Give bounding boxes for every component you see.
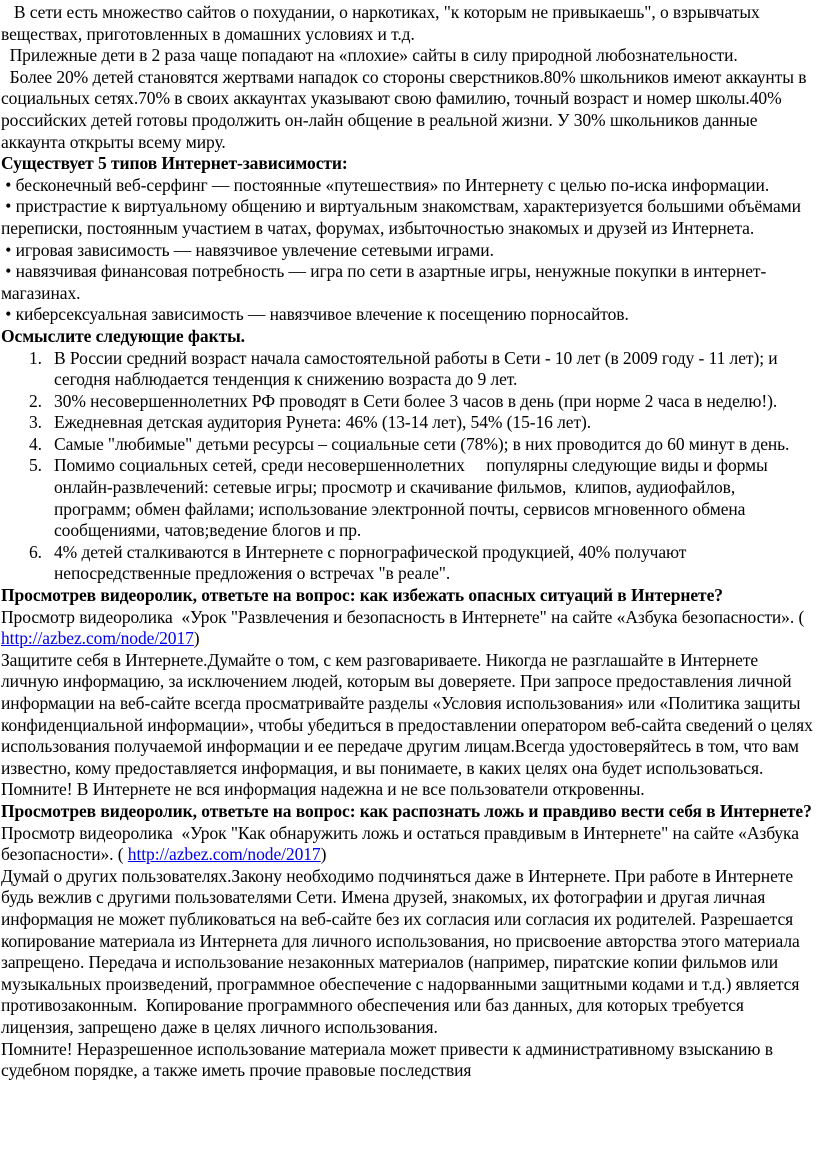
fact-item	[1, 412, 813, 434]
video1-intro	[1, 607, 813, 650]
fact-item	[1, 391, 813, 413]
fact-item	[1, 542, 813, 585]
addiction-item: • игровая зависимость — навязчивое увлечение сетевыми играми.	[1, 239, 494, 260]
video1-close-paren: )	[193, 628, 200, 649]
addiction-list	[1, 175, 813, 326]
video1-remember: Помните! В Интернете не вся информация надежна и не все пользователи откровенны.	[1, 779, 645, 800]
fact-item	[1, 455, 813, 541]
addiction-item: • киберсексуальная зависимость — навязчивое влечение к посещению порносайтов.	[1, 304, 629, 325]
fact-item	[1, 434, 813, 456]
video1-question: Просмотрев видеоролик, ответьте на вопрос: как избежать опасных ситуаций в Интернете?	[1, 585, 723, 606]
fact-number: 1.	[29, 347, 42, 368]
video2-intro-text: Просмотр видеоролика «Урок "Как обнаружить ложь и остаться правдивым в Интернете" на сайте «Азбука безопасности». (	[1, 822, 804, 865]
fact-number: 4.	[29, 433, 42, 454]
fact-text: Ежедневная детская аудитория Рунета: 46% (13-14 лет), 54% (15-16 лет).	[54, 412, 592, 433]
fact-text: В России средний возраст начала самостоятельной работы в Сети - 10 лет (в 2009 году - 11 лет); и сегодня наблюдается тенденция к снижению возраста до 9 лет.	[54, 347, 778, 390]
document	[1, 2, 813, 1082]
video1-body: Защитите себя в Интернете.Думайте о том, с кем разговариваете. Никогда не разглашайте в Интернете личную информацию, за исключением людей, которым вы доверяете. При запросе предоставления личной информации на веб-сайте всегда просматривайте разделы «Условия использования» или «Политика защиты конфиденциальной информации», чтобы убедиться в предоставлении оператором веб-сайта сведений о целях использования получаемой информации и ее передаче другим лицам.Всегда удостоверяйтесь в том, что вам известно, кому предоставляется информация, и вы понимаете, в каких целях она будет использоваться.	[1, 649, 813, 778]
fact-text: 30% несовершеннолетних РФ проводят в Сети более 3 часов в день (при норме 2 часа в неделю!).	[54, 390, 778, 411]
addiction-item: • пристрастие к виртуальному общению и виртуальным знакомствам, характеризуется большими объёмами переписки, постоянным участием в чатах, форумах, избыточностью знакомых и друзей из Интернета.	[1, 196, 806, 238]
fact-item	[1, 348, 813, 391]
fact-number: 3.	[29, 412, 42, 433]
intro-paragraph-3: Более 20% детей становятся жертвами нападок со стороны сверстников.80% школьников имеют аккаунты в социальных сетях.70% в своих аккаунтах указывают свою фамилию, точный возраст и номер школы.40% российских детей готовы продолжить он-лайн общение в реальной жизни. У 30% школьников данные аккаунта открыты всему миру.	[1, 66, 811, 152]
fact-number: 2.	[29, 390, 42, 411]
video2-body: Думай о других пользователях.Закону необходимо подчиняться даже в Интернете. При работе в Интернете будь вежлив с другими пользователями Сети. Имена друзей, знакомых, их фотографии и другая личная информация не может публиковаться на веб-сайте без их согласия или согласия их родителей. Разрешается копирование материала из Интернета для личного использования, но присвоение авторства этого материала запрещено. Передача и использование незаконных материалов (например, пиратские копии фильмов или музыкальных произведений, программное обеспечение с надорванными защитными кодами и т.д.) является противозаконным. Копирование программного обеспечения или баз данных, для которых требуется лицензия, запрещено даже в целях личного использования.	[1, 865, 804, 1037]
facts-heading: Осмыслите следующие факты.	[1, 325, 245, 346]
video2-question: Просмотрев видеоролик, ответьте на вопрос: как распознать ложь и правдиво вести себя в Интернете?	[1, 800, 812, 821]
video1-intro-text: Просмотр видеоролика «Урок "Развлечения и безопасность в Интернете" на сайте «Азбука безопасности». (	[1, 606, 809, 627]
video2-link[interactable]: http://azbez.com/node/2017	[127, 844, 321, 865]
video2-close-paren: )	[320, 844, 327, 865]
video2-remember: Помните! Неразрешенное использование материала может привести к административному взысканию в судебном порядке, а также иметь прочие правовые последствия	[1, 1038, 773, 1081]
intro-paragraph-1: В сети есть множество сайтов о похудании, о наркотиках, "к которым не привыкаешь", о взрывчатых веществах, приготовленных в домашних условиях и т.д.	[1, 2, 764, 44]
fact-text: Самые "любимые" детьми ресурсы – социальные сети (78%); в них проводится до 60 минут в день.	[54, 433, 790, 454]
facts-list	[1, 348, 813, 586]
fact-number: 5.	[29, 455, 42, 476]
addiction-heading: Существует 5 типов Интернет-зависимости:	[1, 153, 348, 174]
fact-number: 6.	[29, 541, 42, 562]
addiction-item: • навязчивая финансовая потребность — игра по сети в азартные игры, ненужные покупки в интернет-магазинах.	[1, 261, 767, 303]
video2-intro	[1, 823, 813, 866]
fact-text: Помимо социальных сетей, среди несовершеннолетних популярны следующие виды и формы онлайн-развлечений: сетевые игры; просмотр и скачивание фильмов, клипов, аудиофайлов, программ; обмен файлами; использование электронной почты, сервисов мгновенного обмена сообщениями, чатов;ведение блогов и пр.	[54, 455, 773, 541]
video1-link[interactable]: http://azbez.com/node/2017	[1, 628, 194, 649]
intro-paragraph-2: Прилежные дети в 2 раза чаще попадают на «плохие» сайты в силу природной любознательности.	[1, 45, 738, 66]
fact-text: 4% детей сталкиваются в Интернете с порнографической продукцией, 40% получают непосредственные предложения о встречах "в реале".	[54, 541, 687, 584]
addiction-item: • бесконечный веб-серфинг — постоянные «путешествия» по Интернету с целью по-иска информации.	[1, 174, 770, 195]
